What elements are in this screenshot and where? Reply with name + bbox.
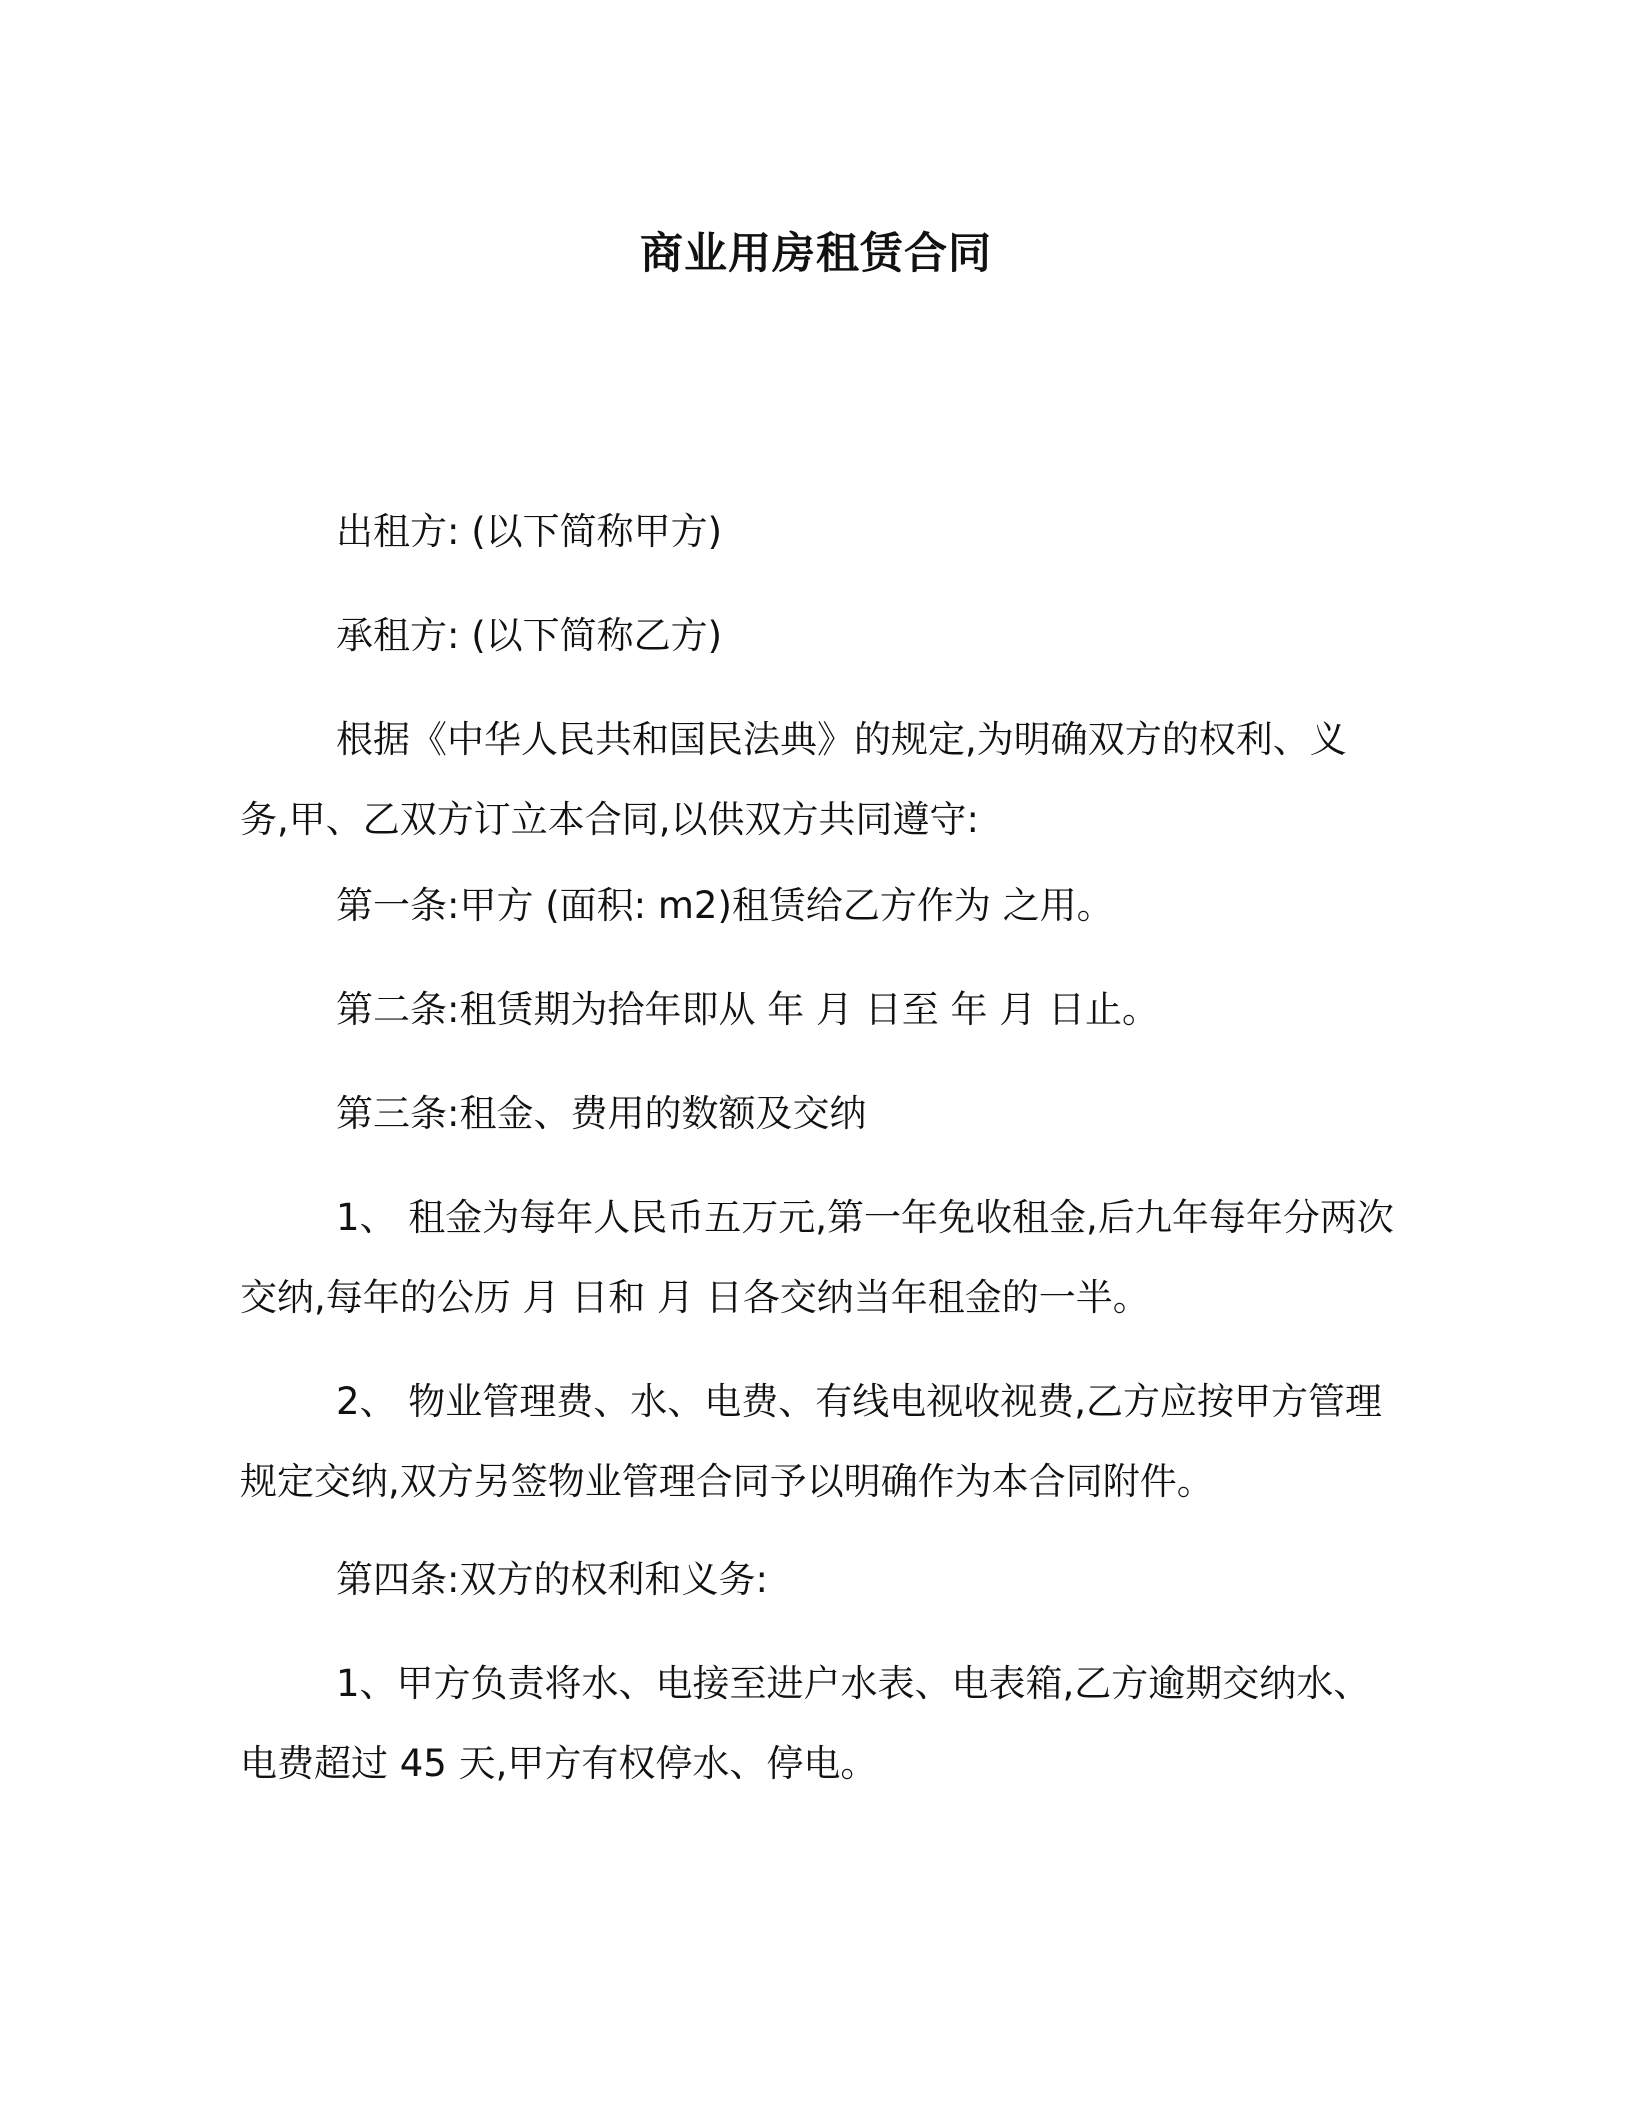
article-1: 第一条:甲方 (面积: m2)租赁给乙方作为 之用。 bbox=[336, 884, 1114, 927]
lessor-line: 出租方: (以下简称甲方) bbox=[336, 510, 723, 553]
lessee-line: 承租方: (以下简称乙方) bbox=[336, 614, 723, 657]
article-3-clause-1: 1、 租金为每年人民币五万元,第一年免收租金,后九年每年分两次交纳,每年的公历 月 日和 月 日各交纳当年租金的一半。 bbox=[240, 1196, 1394, 1319]
article-2: 第二条:租赁期为拾年即从 年 月 日至 年 月 日止。 bbox=[336, 988, 1160, 1031]
article-4-heading: 第四条:双方的权利和义务: bbox=[336, 1558, 768, 1601]
article-3-heading: 第三条:租金、费用的数额及交纳 bbox=[336, 1092, 867, 1135]
preamble-paragraph: 根据《中华人民共和国民法典》的规定,为明确双方的权利、义务,甲、乙双方订立本合同,以供双方共同遵守: bbox=[240, 718, 1347, 841]
article-4-clause-1: 1、甲方负责将水、电接至进户水表、电表箱,乙方逾期交纳水、电费超过 45 天,甲方有权停水、停电。 bbox=[240, 1662, 1371, 1785]
document-title: 商业用房租赁合同 bbox=[640, 229, 992, 279]
article-3-clause-2: 2、 物业管理费、水、电费、有线电视收视费,乙方应按甲方管理规定交纳,双方另签物业管理合同予以明确作为本合同附件。 bbox=[240, 1380, 1383, 1503]
